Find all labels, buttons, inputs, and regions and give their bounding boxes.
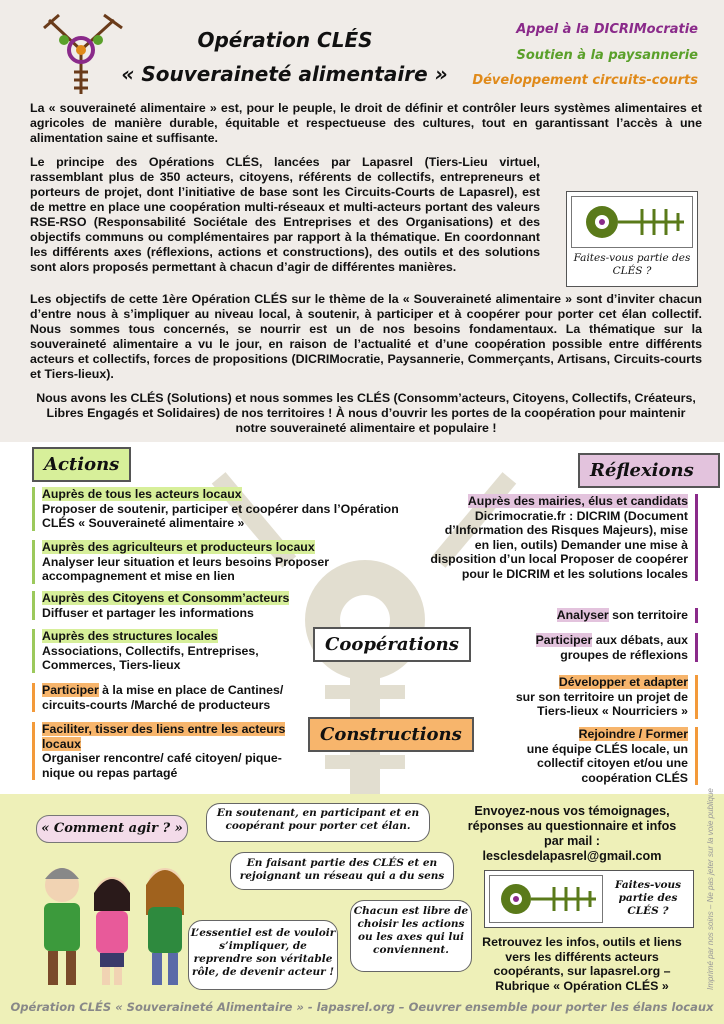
- reflexion-text: sur son territoire un projet de Tiers-lieux « Nourriciers »: [515, 689, 688, 718]
- title-line2: « Souveraineté alimentaire »: [121, 62, 448, 86]
- speech-bubble: L’essentiel est de vouloir s’impliquer, de reprendre son véritable rôle, de devenir acteur !: [188, 920, 338, 990]
- action-item: [32, 487, 402, 531]
- section-actions: Actions: [32, 447, 131, 482]
- reflexion-text: son territoire: [612, 608, 688, 622]
- intro-paragraph-3: Les objectifs de cette 1ère Opération CLÉS sur le thème de la « Souveraineté alimentaire » sont d’inviter chacun d’entre nous à s’impliquer au niveau local, à soutenir, à participer et à coopérer pour porter cet élan collectif. Nous sommes tous concernés, se nourrir est un de nos besoins fondamentaux. La thématique sur la souveraineté alimentaire a vu le jour, en raison de l’actualité et d’une coopération possible entre différents acteurs et collectifs, forces de propositions (DICRIMocratie, Paysannerie, Commerçants, Artisans, Circuits-courts et Tiers-lieux).: [30, 292, 702, 381]
- action-text: à la mise en place de Cantines/ circuits-courts /Marché de producteurs: [42, 683, 284, 712]
- people-illustration-icon: [30, 855, 205, 987]
- retrouvez-text: Retrouvez les infos, outils et liens vers les différents acteurs coopérants, sur lapasrel.org – Rubrique « Opération CLÉS »: [482, 935, 682, 993]
- side-note: Imprimé par nos soins – Ne pas jeter sur la voie publique: [706, 788, 715, 990]
- reflexion-item: [430, 494, 698, 581]
- tag-paysannerie: Soutien à la paysannerie: [516, 48, 698, 63]
- reflexion-heading: Rejoindre / Former: [578, 727, 688, 741]
- action-text: Analyser leur situation et leurs besoins Proposer accompagnement et mise en lien: [42, 554, 330, 583]
- intro-paragraph-4: Nous avons les CLÉS (Solutions) et nous sommes les CLÉS (Consomm’acteurs, Citoyens, Collectifs, Créateurs, Libres Engagés et Solidaires) de nos territoires ! À nous d’ouvrir les portes de la coopération pour maintenir notre souveraineté alimentaire et populaire !: [36, 391, 696, 435]
- section-cooperations: Coopérations: [313, 627, 471, 662]
- cles-badge-bottom: [484, 870, 694, 928]
- action-heading: Auprès des Citoyens et Consomm’acteurs: [42, 591, 290, 605]
- reflexion-item: [488, 633, 698, 662]
- speech-bubble: Chacun est libre de choisir les actions ou les axes qui lui conviennent.: [350, 900, 472, 972]
- reflexion-text: Dicrimocratie.fr : DICRIM (Document d’Information des Risques Majeurs), mise en lien, outils) Demander une mise à disposition d’un local Proposer de coopérer pour le DICRIM et les solutions locales: [430, 508, 688, 581]
- contact-email[interactable]: lesclesdelapasrel@gmail.com: [482, 849, 662, 863]
- action-heading: Faciliter, tisser des liens entre les acteurs locaux: [42, 722, 286, 751]
- section-reflexions: Réflexions: [578, 453, 720, 488]
- intro-paragraph-1: La « souveraineté alimentaire » est, pour le peuple, le droit de définir et contrôler leurs systèmes alimentaires et agricoles de manière durable, équitable et respectueuse des cultures, tout en garantissant l’accès à une alimentation saine et suffisante.: [30, 101, 702, 145]
- action-text: Organiser rencontre/ café citoyen/ pique-nique ou repas partagé: [42, 751, 282, 780]
- reflexion-item: [488, 608, 698, 623]
- action-item: [32, 540, 362, 584]
- tag-circuits-courts: Développement circuits-courts: [472, 73, 698, 88]
- cles-badge: [566, 191, 698, 287]
- badge-caption: Faites-vous partie des CLÉS ?: [573, 252, 691, 277]
- speech-bubble: En faisant partie des CLÉS et en rejoignant un réseau qui a du sens: [230, 852, 454, 890]
- title-line1: Opération CLÉS: [197, 28, 373, 52]
- reflexion-heading: Auprès des mairies, élus et candidats: [467, 494, 688, 508]
- reflexion-item: [513, 727, 698, 785]
- action-heading: Auprès des agriculteurs et producteurs locaux: [42, 540, 315, 554]
- reflexion-text: aux débats, aux groupes de réflexions: [560, 633, 688, 662]
- action-text: Proposer de soutenir, participer et coopérer dans l’Opération CLÉS « Souveraineté alimentaire »: [42, 501, 399, 530]
- cles-keys-icon: [489, 875, 603, 923]
- action-item: [32, 683, 322, 712]
- intro-paragraph-2: Le principe des Opérations CLÉS, lancées par Lapasrel (Tiers-Lieu virtuel, rassemblant plus de 350 acteurs, citoyens, référents de collectifs, entrepreneurs et porteurs de projet, dont l’initiative de base sont les Circuits-Courts de Lapasrel), est de mettre en place une coopération multi-réseaux et multi-acteurs portant des valeurs RSE-RSO (Responsabilité Sociétale des Entreprises et des Organisations) et des objectifs communs ou complémentaires par rapport à la thématique. En coordonnant les différents axes (réflexions, actions et constructions), des outils et des solutions sont alors proposés permettant à chacun d’agir de différentes manières.: [30, 155, 540, 274]
- action-text: Associations, Collectifs, Entreprises, Commerces, Tiers-lieux: [42, 643, 259, 672]
- action-item: [32, 629, 302, 673]
- reflexion-item: [488, 675, 698, 719]
- action-item: [32, 722, 292, 780]
- action-heading: Auprès de tous les acteurs locaux: [42, 487, 242, 501]
- reflexion-text: une équipe CLÉS locale, un collectif citoyen et/ou une coopération CLÉS: [526, 741, 688, 785]
- action-heading: Participer: [42, 683, 99, 697]
- badge-caption: Faites-vous partie des CLÉS ?: [614, 879, 682, 917]
- action-heading: Auprès des structures locales: [42, 629, 218, 643]
- reflexion-heading: Développer et adapter: [558, 675, 688, 689]
- speech-bubble: En soutenant, en participant et en coopérant pour porter cet élan.: [206, 803, 430, 842]
- comment-agir-label: « Comment agir ? »: [36, 815, 188, 843]
- section-constructions: Constructions: [308, 717, 474, 752]
- reflexion-heading: Participer: [535, 633, 593, 647]
- reflexion-heading: Analyser: [556, 608, 609, 622]
- action-text: Diffuser et partager les informations: [42, 605, 254, 620]
- tag-dicrimocratie: Appel à la DICRIMocratie: [516, 22, 698, 37]
- cles-keys-icon: [571, 196, 693, 248]
- action-item: [32, 591, 342, 620]
- contact-block: [462, 804, 682, 864]
- footer: Opération CLÉS « Souveraineté Alimentaire » - lapasrel.org – Oeuvrer ensemble pour porter les élans locaux: [10, 1000, 714, 1014]
- contact-text: Envoyez-nous vos témoignages, réponses au questionnaire et infos par mail :: [467, 804, 677, 848]
